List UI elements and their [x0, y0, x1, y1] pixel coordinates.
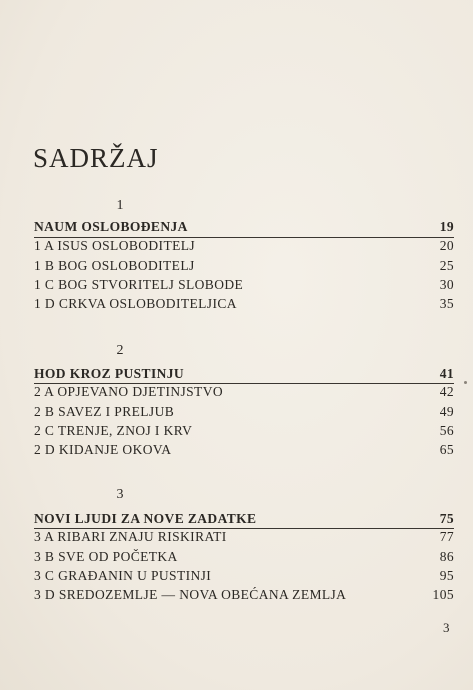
toc-entry-label: 1 C BOG STVORITELJ SLOBODE	[34, 277, 244, 292]
toc-entry	[34, 404, 454, 424]
toc-entry-label: 2 C TRENJE, ZNOJ I KRV	[34, 423, 193, 438]
toc-entry-label: 3 B SVE OD POČETKA	[34, 549, 178, 564]
toc-entry	[34, 423, 454, 443]
toc-entry-label: 1 D CRKVA OSLOBODITELJICA	[34, 296, 237, 311]
toc-entry-page: 35	[439, 296, 454, 311]
toc-entry	[34, 568, 454, 588]
toc-entry	[34, 238, 454, 258]
section-heading-page: 19	[439, 219, 454, 234]
toc-entry	[34, 296, 454, 316]
section-number: 3	[116, 487, 124, 502]
toc-entry	[34, 258, 454, 278]
toc-entry-label: 2 B SAVEZ I PRELJUB	[34, 404, 175, 419]
section-heading-page: 41	[439, 366, 454, 381]
toc-entry	[34, 384, 454, 404]
toc-entry-page: 95	[439, 568, 454, 583]
toc-entry-label: 3 C GRAĐANIN U PUSTINJI	[34, 568, 212, 583]
page-title: SADRŽAJ	[33, 143, 159, 173]
paper-speck	[464, 381, 467, 384]
toc-entry	[34, 277, 454, 297]
toc-entry-label: 2 A OPJEVANO DJETINJSTVO	[34, 384, 223, 399]
toc-entry-page: 56	[439, 423, 454, 438]
section-heading	[34, 219, 454, 239]
toc-entry	[34, 529, 454, 549]
toc-entry	[34, 549, 454, 569]
section-number: 2	[116, 343, 124, 358]
section-heading-page: 75	[439, 511, 454, 526]
toc-entry-page: 30	[439, 277, 454, 292]
section-heading-label: HOD KROZ PUSTINJU	[34, 366, 185, 381]
section-heading-label: NAUM OSLOBOĐENJA	[34, 219, 188, 234]
toc-entry-label: 3 A RIBARI ZNAJU RISKIRATI	[34, 529, 227, 544]
toc-entry-page: 20	[439, 238, 454, 253]
toc-entry-page: 105	[432, 587, 454, 602]
toc-entry-page: 65	[439, 442, 454, 457]
section-number: 1	[116, 198, 124, 213]
toc-entry-page: 25	[439, 258, 454, 273]
toc-entry-label: 2 D KIDANJE OKOVA	[34, 442, 172, 457]
toc-entry-page: 42	[439, 384, 454, 399]
toc-entry-label: 3 D SREDOZEMLJE — NOVA OBEĆANA ZEMLJA	[34, 587, 347, 602]
toc-entry-page: 86	[439, 549, 454, 564]
page-number: 3	[443, 620, 450, 635]
toc-entry	[34, 587, 454, 607]
section-heading-label: NOVI LJUDI ZA NOVE ZADATKE	[34, 511, 257, 526]
toc-entry-label: 1 B BOG OSLOBODITELJ	[34, 258, 195, 273]
toc-entry-page: 77	[439, 529, 454, 544]
toc-entry-label: 1 A ISUS OSLOBODITELJ	[34, 238, 196, 253]
toc-entry-page: 49	[439, 404, 454, 419]
toc-entry	[34, 442, 454, 462]
